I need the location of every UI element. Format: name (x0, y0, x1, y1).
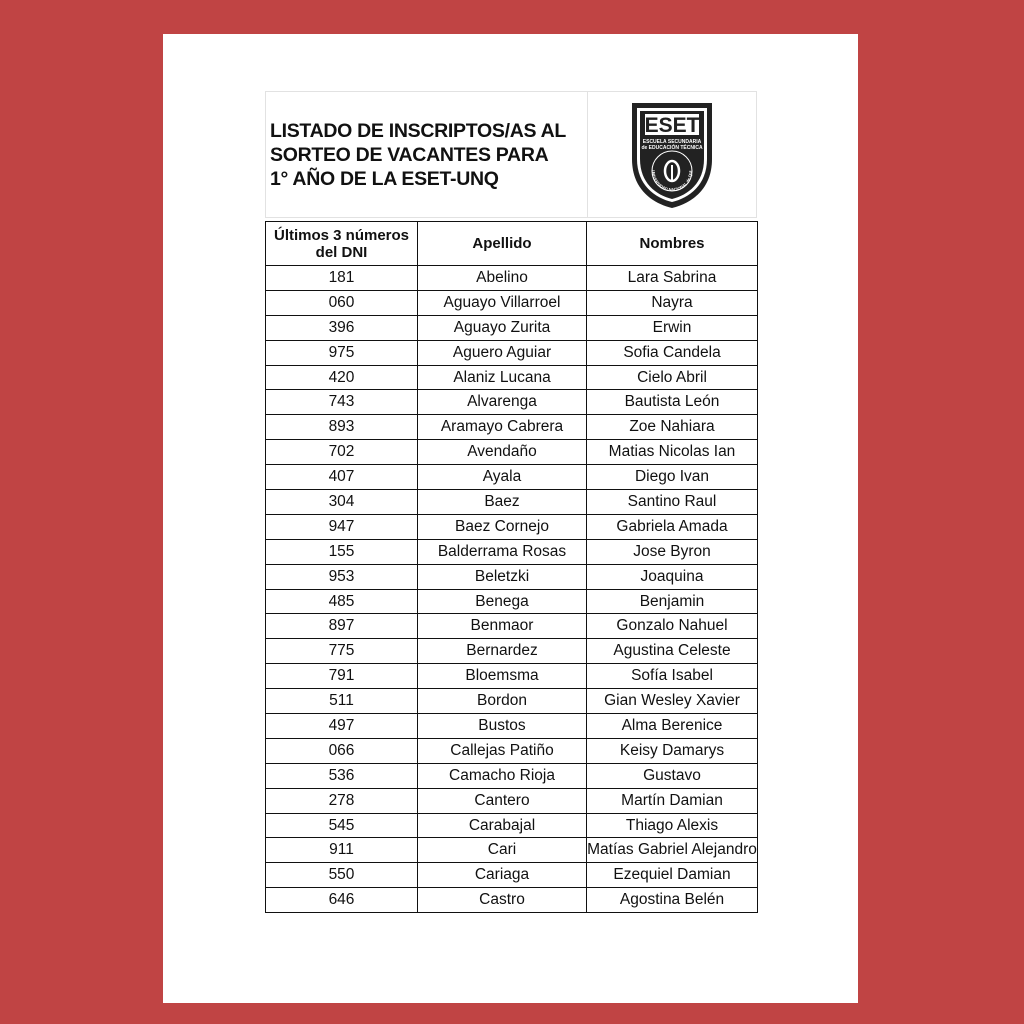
cell-apellido: Bloemsma (418, 664, 587, 689)
cell-nombres: Alma Berenice (587, 714, 758, 739)
table-row (266, 763, 758, 788)
table-row (266, 589, 758, 614)
cell-nombres: Joaquina (587, 564, 758, 589)
table-row (266, 490, 758, 515)
cell-dni: 702 (266, 440, 418, 465)
cell-nombres: Agustina Celeste (587, 639, 758, 664)
header-dni: Últimos 3 números del DNI (266, 222, 418, 266)
document-title: LISTADO DE INSCRIPTOS/AS AL SORTEO DE VACANTES PARA 1° AÑO DE LA ESET-UNQ (270, 119, 566, 190)
table-row (266, 664, 758, 689)
cell-dni: 060 (266, 290, 418, 315)
cell-dni: 497 (266, 714, 418, 739)
cell-apellido: Aguayo Villarroel (418, 290, 587, 315)
cell-nombres: Martín Damian (587, 788, 758, 813)
cell-dni: 911 (266, 838, 418, 863)
cell-apellido: Cantero (418, 788, 587, 813)
table-row (266, 539, 758, 564)
cell-dni: 511 (266, 689, 418, 714)
table-row (266, 514, 758, 539)
table-row (266, 290, 758, 315)
table-header-row (266, 222, 758, 266)
cell-dni: 550 (266, 863, 418, 888)
cell-dni: 407 (266, 465, 418, 490)
eset-logo (626, 99, 718, 211)
cell-nombres: Keisy Damarys (587, 738, 758, 763)
cell-dni: 155 (266, 539, 418, 564)
cell-apellido: Alaniz Lucana (418, 365, 587, 390)
table-row (266, 390, 758, 415)
cell-dni: 278 (266, 788, 418, 813)
cell-nombres: Sofía Isabel (587, 664, 758, 689)
cell-nombres: Diego Ivan (587, 465, 758, 490)
cell-nombres: Agostina Belén (587, 888, 758, 913)
cell-nombres: Erwin (587, 315, 758, 340)
logo-wordmark: ESET (644, 113, 700, 137)
table-row (266, 614, 758, 639)
document-page (163, 34, 858, 1003)
cell-apellido: Callejas Patiño (418, 738, 587, 763)
cell-apellido: Carabajal (418, 813, 587, 838)
cell-dni: 420 (266, 365, 418, 390)
cell-apellido: Aguayo Zurita (418, 315, 587, 340)
cell-nombres: Benjamin (587, 589, 758, 614)
cell-apellido: Abelino (418, 266, 587, 291)
cell-apellido: Benega (418, 589, 587, 614)
table-row (266, 813, 758, 838)
cell-dni: 743 (266, 390, 418, 415)
cell-apellido: Camacho Rioja (418, 763, 587, 788)
table-row (266, 564, 758, 589)
cell-apellido: Bustos (418, 714, 587, 739)
cell-nombres: Gian Wesley Xavier (587, 689, 758, 714)
cell-nombres: Jose Byron (587, 539, 758, 564)
cell-apellido: Alvarenga (418, 390, 587, 415)
table-row (266, 838, 758, 863)
header-apellido: Apellido (418, 222, 587, 266)
cell-dni: 775 (266, 639, 418, 664)
table-row (266, 888, 758, 913)
cell-dni: 545 (266, 813, 418, 838)
cell-apellido: Bernardez (418, 639, 587, 664)
cell-dni: 893 (266, 415, 418, 440)
cell-nombres: Gabriela Amada (587, 514, 758, 539)
cell-dni: 066 (266, 738, 418, 763)
table-row (266, 689, 758, 714)
cell-apellido: Benmaor (418, 614, 587, 639)
cell-nombres: Bautista León (587, 390, 758, 415)
table-row (266, 639, 758, 664)
enrollment-table (265, 221, 758, 913)
cell-nombres: Ezequiel Damian (587, 863, 758, 888)
table-row (266, 714, 758, 739)
cell-apellido: Ayala (418, 465, 587, 490)
cell-apellido: Cariaga (418, 863, 587, 888)
cell-nombres: Thiago Alexis (587, 813, 758, 838)
cell-dni: 396 (266, 315, 418, 340)
cell-apellido: Castro (418, 888, 587, 913)
table-row (266, 266, 758, 291)
cell-apellido: Baez Cornejo (418, 514, 587, 539)
logo-subtitle-1: ESCUELA SECUNDARIA (642, 138, 702, 145)
cell-nombres: Santino Raul (587, 490, 758, 515)
logo-arc-text: UNIVERSIDAD NACIONAL de QUI (650, 169, 694, 192)
cell-nombres: Zoe Nahiara (587, 415, 758, 440)
cell-apellido: Cari (418, 838, 587, 863)
cell-apellido: Beletzki (418, 564, 587, 589)
cell-dni: 536 (266, 763, 418, 788)
cell-dni: 646 (266, 888, 418, 913)
table-row (266, 465, 758, 490)
cell-dni: 953 (266, 564, 418, 589)
cell-apellido: Aramayo Cabrera (418, 415, 587, 440)
cell-dni: 947 (266, 514, 418, 539)
table-row (266, 788, 758, 813)
logo-subtitle-2: de EDUCACIÓN TÉCNICA (641, 144, 703, 151)
title-cell (266, 92, 588, 217)
table-row (266, 340, 758, 365)
cell-apellido: Avendaño (418, 440, 587, 465)
table-row (266, 415, 758, 440)
table-row (266, 738, 758, 763)
cell-dni: 975 (266, 340, 418, 365)
cell-dni: 304 (266, 490, 418, 515)
table-row (266, 440, 758, 465)
cell-apellido: Aguero Aguiar (418, 340, 587, 365)
cell-apellido: Bordon (418, 689, 587, 714)
cell-dni: 181 (266, 266, 418, 291)
table-row (266, 365, 758, 390)
cell-nombres: Lara Sabrina (587, 266, 758, 291)
cell-dni: 791 (266, 664, 418, 689)
cell-dni: 485 (266, 589, 418, 614)
header-nombres: Nombres (587, 222, 758, 266)
logo-cell (588, 92, 756, 217)
cell-nombres: Nayra (587, 290, 758, 315)
cell-nombres: Gustavo (587, 763, 758, 788)
cell-apellido: Baez (418, 490, 587, 515)
cell-nombres: Matias Nicolas Ian (587, 440, 758, 465)
cell-nombres: Sofia Candela (587, 340, 758, 365)
table-row (266, 863, 758, 888)
table-row (266, 315, 758, 340)
document-header (265, 91, 757, 218)
cell-nombres: Matías Gabriel Alejandro (587, 838, 758, 863)
cell-nombres: Gonzalo Nahuel (587, 614, 758, 639)
cell-dni: 897 (266, 614, 418, 639)
cell-apellido: Balderrama Rosas (418, 539, 587, 564)
cell-nombres: Cielo Abril (587, 365, 758, 390)
